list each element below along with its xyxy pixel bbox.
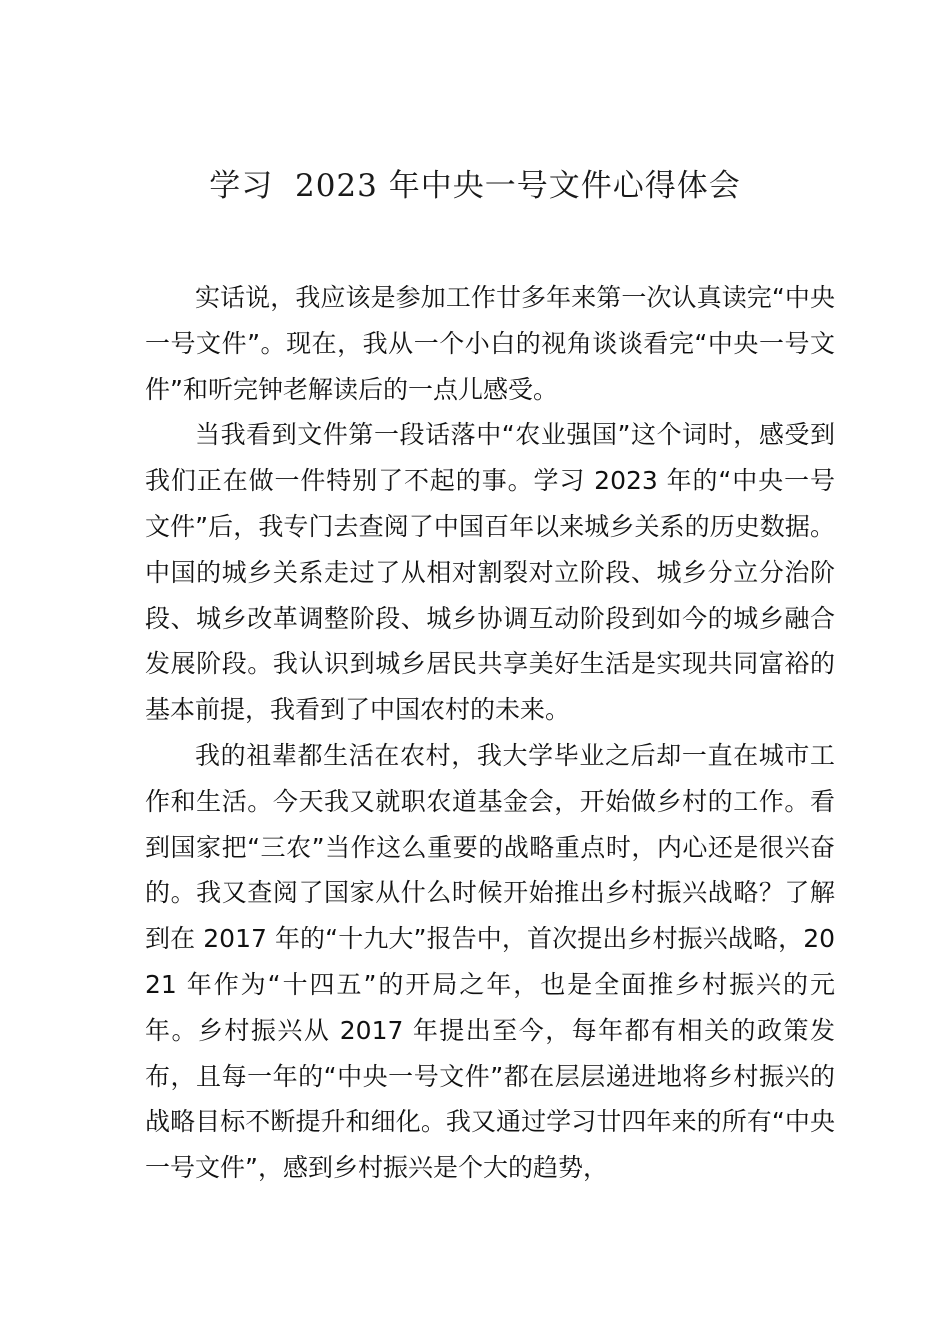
document-title: 学习 2023 年中央一号文件心得体会: [209, 168, 741, 204]
paragraph: 我的祖辈都生活在农村，我大学毕业之后却一直在城市工作和生活。今天我又就职农道基金会，开始做乡村的工作。看到国家把“三农”当作这么重要的战略重点时，内心还是很兴奋的。我又查阅了国家从什么时候开始推出乡村振兴战略？了解到在 2017 年的“十九大”报告中，首次提出乡村振兴战略，2021 年作为“十四五”的开局之年，也是全面推乡村振兴的元年。乡村振兴从 2017 年提出至今，每年都有相关的政策发布，且每一年的“中央一号文件”都在层层递进地将乡村振兴的战略目标不断提升和细化。我又通过学习廿四年来的所有“中央一号文件”，感到乡村振兴是个大的趋势，: [145, 740, 835, 1183]
paragraph: 实话说，我应该是参加工作廿多年来第一次认真读完“中央一号文件”。现在，我从一个小白的视角谈谈看完“中央一号文件”和听完钟老解读后的一点儿感受。: [145, 283, 835, 404]
paragraph: 当我看到文件第一段话落中“农业强国”这个词时，感受到我们正在做一件特别了不起的事。学习 2023 年的“中央一号文件”后，我专门去查阅了中国百年以来城乡关系的历史数据。中国的城乡关系走过了从相对割裂对立阶段、城乡分立分治阶段、城乡改革调整阶段、城乡协调互动阶段到如今的城乡融合发展阶段。我认识到城乡居民共享美好生活是实现共同富裕的基本前提，我看到了中国农村的未来。: [145, 420, 835, 725]
document-body: [145, 275, 835, 1191]
